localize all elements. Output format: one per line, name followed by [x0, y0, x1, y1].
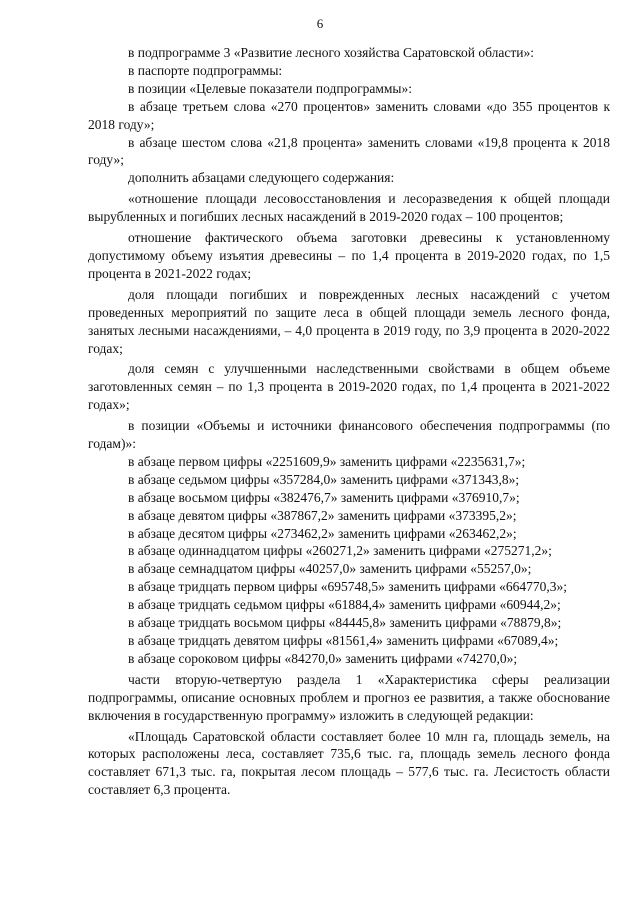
paragraph-section-1: части вторую-четвертую раздела 1 «Характеристика сферы реализации подпрограммы, описание основных проблем и прогноз ее развития, а также обоснование включения в государственную программу» изложить в следующей редакции:	[88, 671, 610, 723]
list-item: в абзаце тридцать восьмом цифры «84445,8» заменить цифрами «78879,8»;	[128, 615, 562, 631]
list-item: в абзаце тридцать первом цифры «695748,5» заменить цифрами «664770,3»;	[128, 579, 567, 595]
paragraph-target-indicators: в позиции «Целевые показатели подпрограммы»:	[128, 80, 413, 96]
paragraph-supplement: дополнить абзацами следующего содержания:	[128, 170, 395, 186]
paragraph-financing: в позиции «Объемы и источники финансового обеспечения подпрограммы (по годам)»:	[88, 418, 610, 452]
paragraph-reforestation: «отношение площади лесовосстановления и лесоразведения к общей площади вырубленных и погибших лесных насаждений в 2019-2020 годах – 100 процентов;	[88, 191, 610, 225]
paragraph-subprogram-3: в подпрограмме 3 «Развитие лесного хозяйства Саратовской области»:	[128, 45, 535, 60]
paragraph-sixth-abzats: в абзаце шестом слова «21,8 процента» заменить словами «19,8 процента к 2018 году»;	[88, 134, 610, 168]
list-item: в абзаце тридцать седьмом цифры «61884,4» заменить цифрами «60944,2»;	[128, 597, 561, 613]
list-item: в абзаце девятом цифры «387867,2» заменить цифрами «373395,2»;	[128, 507, 517, 523]
paragraph-area-quote: «Площадь Саратовской области составляет более 10 млн га, площадь земель, на которых расположены леса, составляет 735,6 тыс. га, площадь земель лесного фонда составляет 671,3 тыс. га, покрытая лесом площадь – 577,6 тыс. га. Лесистость области составляет 6,3 процента.	[88, 728, 610, 798]
paragraph-damaged-forest: доля площади погибших и поврежденных лесных насаждений с учетом проведенных мероприятий по защите леса в общей площади земель лесного фонда, занятых лесными насаждениями, – 4,0 процента в 2019 году, по 3,9 процента в 2020-2022 годах;	[88, 286, 610, 356]
paragraph-timber-volume: отношение фактического объема заготовки древесины к установленному допустимому объему изъятия древесины – по 1,4 процента в 2019-2020 годах, по 1,5 процента в 2021-2022 годах;	[88, 230, 610, 281]
paragraph-passport: в паспорте подпрограммы:	[128, 62, 283, 78]
paragraph-third-abzats: в абзаце третьем слова «270 процентов» заменить словами «до 355 процентов к 2018 году»;	[88, 98, 610, 132]
list-item: в абзаце тридцать девятом цифры «81561,4» заменить цифрами «67089,4»;	[128, 633, 559, 648]
list-item: в абзаце десятом цифры «273462,2» заменить цифрами «263462,2»;	[128, 525, 517, 541]
list-item: в абзаце семнадцатом цифры «40257,0» заменить цифрами «55257,0»;	[128, 561, 532, 577]
list-item: в абзаце одиннадцатом цифры «260271,2» заменить цифрами «275271,2»;	[128, 543, 552, 559]
paragraph-improved-seeds: доля семян с улучшенными наследственными свойствами в общем объеме заготовленных семян – по 1,3 процента в 2019-2020 годах, по 1,4 процента в 2021-2022 годах»;	[88, 361, 610, 413]
list-item: в абзаце восьмом цифры «382476,7» заменить цифрами «376910,7»;	[128, 489, 520, 505]
document-body	[88, 44, 610, 799]
list-item: в абзаце первом цифры «2251609,9» заменить цифрами «2235631,7»;	[128, 453, 526, 469]
page-number: 6	[316, 16, 324, 31]
list-item: в абзаце сороковом цифры «84270,0» заменить цифрами «74270,0»;	[128, 650, 518, 666]
list-item: в абзаце седьмом цифры «357284,0» заменить цифрами «371343,8»;	[128, 471, 520, 487]
